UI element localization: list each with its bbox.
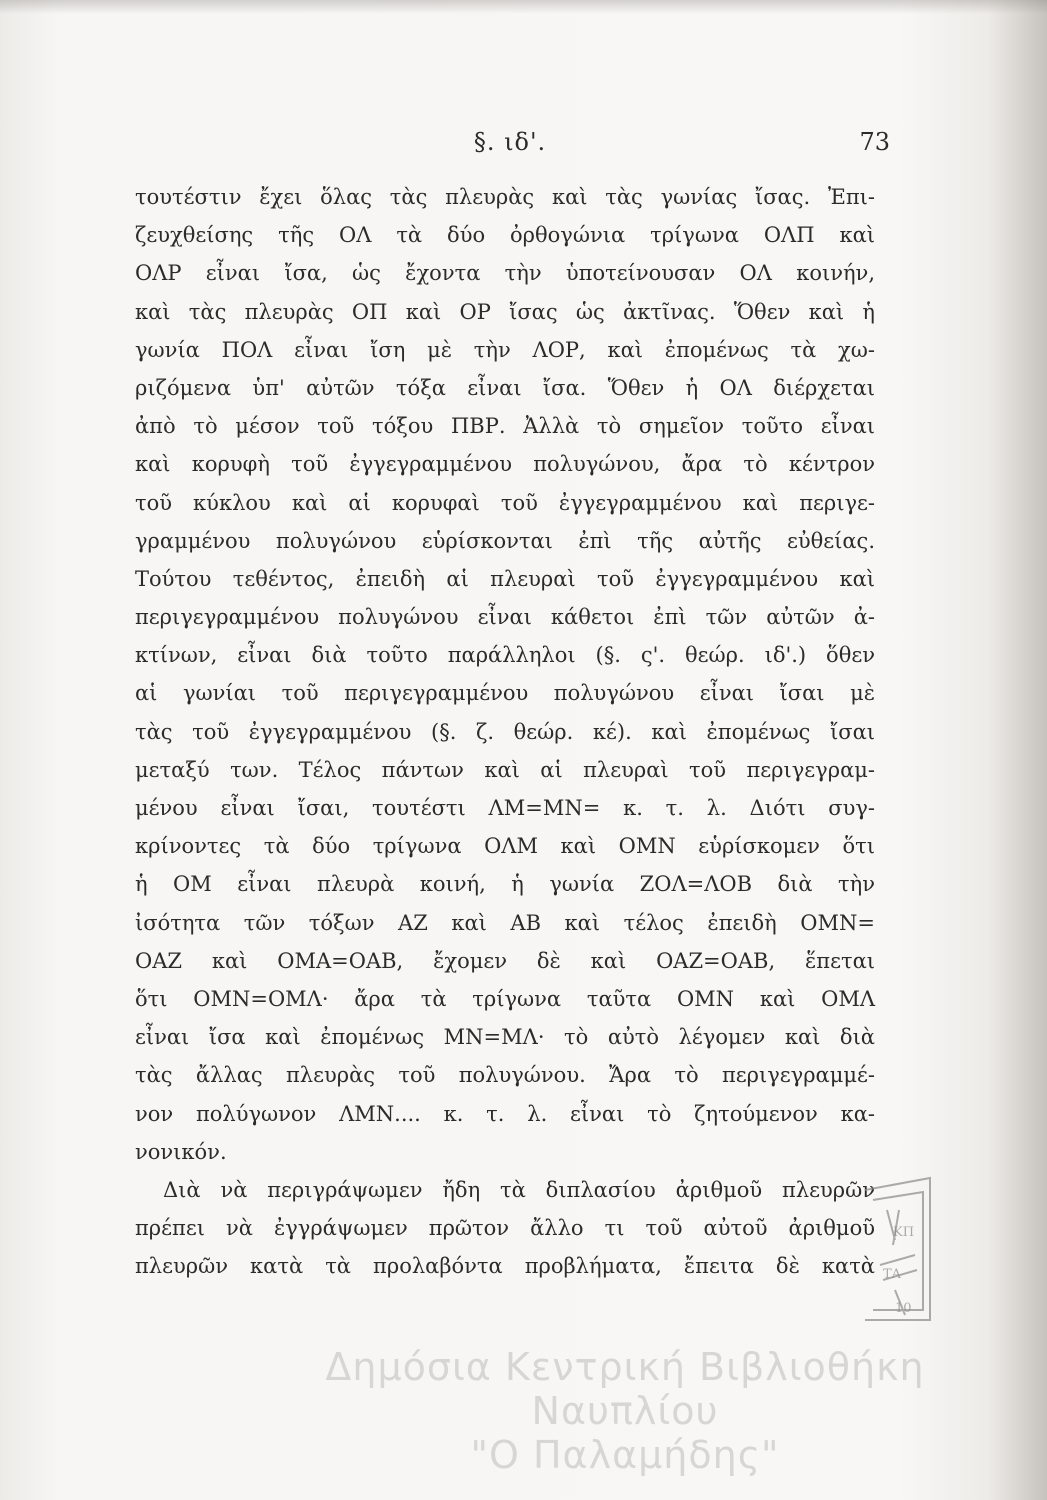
text-line: εἶναι ἴσα καὶ ἐπομένως ΜΝ=ΜΛ· τὸ αὐτὸ λέγομεν καὶ διὰ <box>135 1025 875 1050</box>
text-line: πρέπει νὰ ἐγγράψωμεν πρῶτον ἄλλο τι τοῦ αὐτοῦ ἀριθμοῦ <box>135 1216 875 1241</box>
text-line: νονικόν. <box>135 1139 227 1164</box>
svg-text:ΤΑ: ΤΑ <box>883 1267 902 1282</box>
text-line: κρίνοντες τὰ δύο τρίγωνα ΟΛΜ καὶ ΟΜΝ εὑρίσκομεν ὅτι <box>135 834 875 859</box>
text-line: κτίνων, εἶναι διὰ τοῦτο παράλληλοι (§. ς'. θεώρ. ιδ'.) ὅθεν <box>135 643 875 668</box>
text-line: τὰς τοῦ ἐγγεγραμμένου (§. ζ. θεώρ. κέ). καὶ ἐπομένως ἴσαι <box>135 719 875 744</box>
running-header <box>130 128 890 168</box>
library-stamp <box>835 1170 935 1330</box>
text-line: γραμμένου πολυγώνου εὑρίσκονται ἐπὶ τῆς αὐτῆς εὐθείας. <box>135 528 875 553</box>
text-line: γωνία ΠΟΛ εἶναι ἴση μὲ τὴν ΛΟΡ, καὶ ἐπομένως τὰ χω- <box>135 337 875 362</box>
text-line: Διὰ νὰ περιγράψωμεν ἤδη τὰ διπλασίου ἀριθμοῦ πλευρῶν <box>163 1177 875 1202</box>
section-heading: §. ιδ'. <box>473 128 547 156</box>
watermark-line-1: Δημόσια Κεντρική Βιβλιοθήκη Ναυπλίου <box>325 1345 925 1433</box>
text-line: τὰς ἄλλας πλευρὰς τοῦ πολυγώνου. Ἄρα τὸ περιγεγραμμέ- <box>135 1063 875 1088</box>
text-line: ΟΛΡ εἶναι ἴσα, ὡς ἔχοντα τὴν ὑποτείνουσαν ΟΛ κοινήν, <box>135 261 875 286</box>
text-line: νον πολύγωνον ΛΜΝ.... κ. τ. λ. εἶναι τὸ ζητούμενον κα- <box>135 1101 875 1126</box>
text-line: ἡ ΟΜ εἶναι πλευρὰ κοινή, ἡ γωνία ΖΟΛ=ΛΟΒ διὰ τὴν <box>135 872 875 897</box>
text-line: μένου εἶναι ἴσαι, τουτέστι ΛΜ=ΜΝ= κ. τ. λ. Διότι συγ- <box>135 796 875 820</box>
text-line: πλευρῶν κατὰ τὰ προλαβόντα προβλήματα, ἔπειτα δὲ κατὰ <box>135 1254 875 1279</box>
watermark-line-2: "Ο Παλαμήδης" <box>470 1433 780 1477</box>
page-number: 73 <box>859 128 890 156</box>
body-text <box>135 178 875 1285</box>
text-line: ζευχθείσης τῆς ΟΛ τὰ δύο ὀρθογώνια τρίγωνα ΟΛΠ καὶ <box>135 223 875 248</box>
page-top-shadow <box>0 0 1047 14</box>
text-line: τουτέστιν ἔχει ὅλας τὰς πλευρὰς καὶ τὰς γωνίας ἴσας. Ἐπι- <box>135 185 875 209</box>
svg-text:ΚΠ: ΚΠ <box>893 1225 915 1240</box>
text-line: καὶ τὰς πλευρὰς ΟΠ καὶ ΟΡ ἴσας ὡς ἀκτῖνας. Ὅθεν καὶ ἡ <box>135 299 875 324</box>
svg-text:10: 10 <box>895 1301 912 1316</box>
text-line: περιγεγραμμένου πολυγώνου εἶναι κάθετοι ἐπὶ τῶν αὐτῶν ἀ- <box>135 605 875 630</box>
text-line: αἱ γωνίαι τοῦ περιγεγραμμένου πολυγώνου εἶναι ἴσαι μὲ <box>135 681 875 706</box>
text-line: Τούτου τεθέντος, ἐπειδὴ αἱ πλευραὶ τοῦ ἐγγεγραμμένου καὶ <box>135 566 875 591</box>
library-watermark <box>235 1345 1015 1477</box>
text-line: ὅτι ΟΜΝ=ΟΜΛ· ἄρα τὰ τρίγωνα ταῦτα ΟΜΝ καὶ ΟΜΛ <box>135 986 875 1011</box>
text-line: ΟΑΖ καὶ ΟΜΑ=ΟΑΒ, ἔχομεν δὲ καὶ ΟΑΖ=ΟΑΒ, ἕπεται <box>135 948 875 973</box>
text-line: καὶ κορυφὴ τοῦ ἐγγεγραμμένου πολυγώνου, ἄρα τὸ κέντρον <box>135 452 875 477</box>
text-line: ἰσότητα τῶν τόξων ΑΖ καὶ ΑΒ καὶ τέλος ἐπειδὴ ΟΜΝ= <box>135 910 875 935</box>
page-right-edge-shadow <box>987 0 1047 1500</box>
text-line: τοῦ κύκλου καὶ αἱ κορυφαὶ τοῦ ἐγγεγραμμένου καὶ περιγε- <box>135 490 875 515</box>
text-line: ἀπὸ τὸ μέσον τοῦ τόξου ΠΒΡ. Ἀλλὰ τὸ σημεῖον τοῦτο εἶναι <box>135 414 875 439</box>
paragraph-1 <box>135 178 875 1171</box>
text-line: ριζόμενα ὑπ' αὐτῶν τόξα εἶναι ἴσα. Ὅθεν ἡ ΟΛ διέρχεται <box>135 375 875 400</box>
paragraph-2 <box>135 1171 875 1286</box>
text-line: μεταξύ των. Τέλος πάντων καὶ αἱ πλευραὶ τοῦ περιγεγραμ- <box>135 757 875 782</box>
